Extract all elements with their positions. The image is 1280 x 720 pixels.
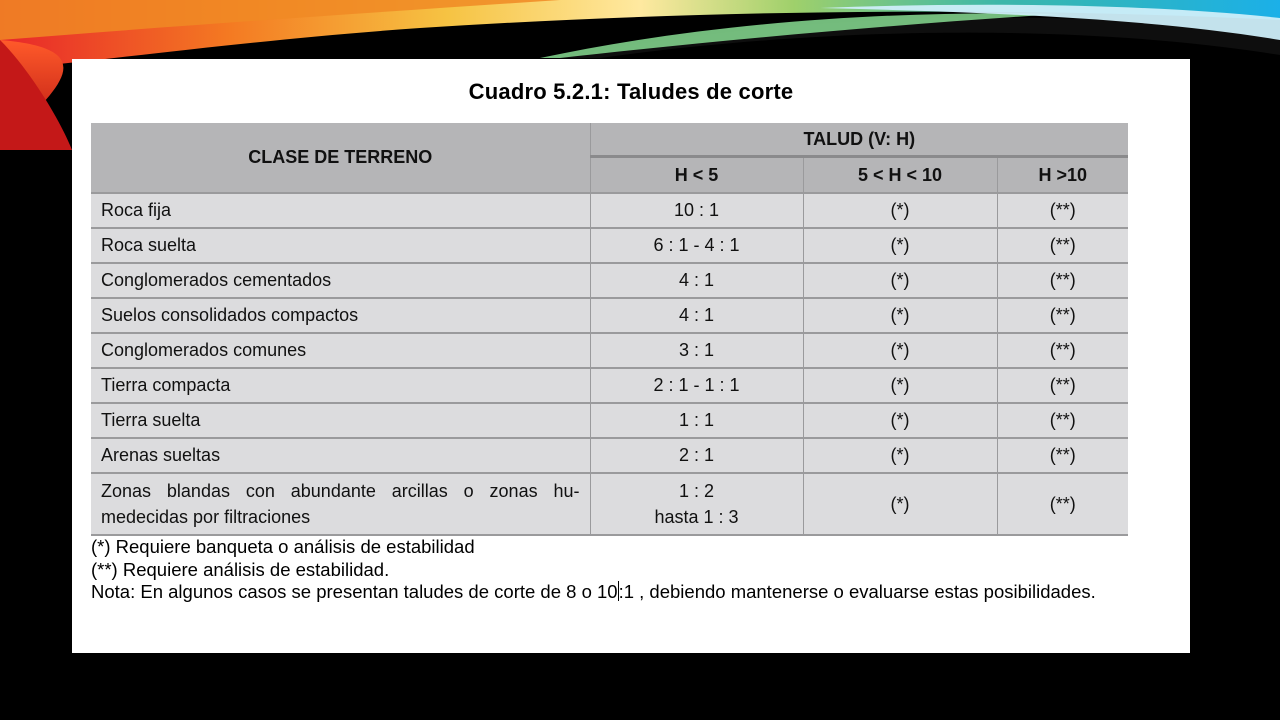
cell-terreno: Roca fija	[91, 193, 590, 228]
table-row	[91, 473, 1128, 535]
table-notes	[91, 536, 1136, 604]
cell-h-mayor-10: (**)	[997, 333, 1128, 368]
cell-h-5-10: (*)	[803, 403, 997, 438]
cell-h-mayor-10: (**)	[997, 298, 1128, 333]
note-general	[91, 581, 1136, 604]
cell-terreno: Zonas blandas con abundante arcillas o zonas hu-medecidas por filtraciones	[91, 473, 590, 535]
cell-h-menor-5: 1 : 1	[590, 403, 803, 438]
header-talud: TALUD (V: H)	[590, 123, 1128, 157]
cell-h-5-10: (*)	[803, 263, 997, 298]
cell-h-menor-5-line1: 1 : 2	[678, 481, 715, 501]
cell-terreno: Conglomerados cementados	[91, 263, 590, 298]
cell-terreno: Suelos consolidados compactos	[91, 298, 590, 333]
cell-terreno: Tierra compacta	[91, 368, 590, 403]
cell-terreno: Arenas sueltas	[91, 438, 590, 473]
cell-h-mayor-10: (**)	[997, 228, 1128, 263]
cell-h-mayor-10: (**)	[997, 193, 1128, 228]
table-header-row	[91, 123, 1128, 157]
table-title: Cuadro 5.2.1: Taludes de corte	[468, 79, 794, 104]
note-asterisk: (*) Requiere banqueta o análisis de estabilidad	[91, 536, 475, 557]
cell-h-5-10: (*)	[803, 193, 997, 228]
note-general-part1: Nota: En algunos casos se presentan taludes de corte de 8 o 10	[91, 581, 618, 602]
cell-h-menor-5: 6 : 1 - 4 : 1	[590, 228, 803, 263]
cell-h-mayor-10: (**)	[997, 438, 1128, 473]
cell-h-5-10: (*)	[803, 333, 997, 368]
subheader-h-menor-5: H < 5	[590, 157, 803, 194]
header-clase-de-terreno: CLASE DE TERRENO	[91, 123, 590, 193]
cell-h-5-10: (*)	[803, 438, 997, 473]
cell-h-5-10: (*)	[803, 228, 997, 263]
cell-h-menor-5: 2 : 1 - 1 : 1	[590, 368, 803, 403]
cell-h-menor-5: 2 : 1	[590, 438, 803, 473]
subheader-h-mayor-10: H >10	[997, 157, 1128, 194]
cell-terreno: Conglomerados comunes	[91, 333, 590, 368]
cell-h-5-10: (*)	[803, 473, 997, 535]
cell-terreno: Roca suelta	[91, 228, 590, 263]
table-row	[91, 438, 1128, 473]
cell-h-menor-5: 10 : 1	[590, 193, 803, 228]
table-row	[91, 193, 1128, 228]
cell-h-mayor-10: (**)	[997, 473, 1128, 535]
cell-h-menor-5: 4 : 1	[590, 263, 803, 298]
taludes-table	[91, 123, 1128, 536]
cell-h-mayor-10: (**)	[997, 263, 1128, 298]
table-row	[91, 228, 1128, 263]
cell-h-mayor-10: (**)	[997, 368, 1128, 403]
table-row	[91, 298, 1128, 333]
cell-h-mayor-10: (**)	[997, 403, 1128, 438]
cell-h-menor-5: 4 : 1	[590, 298, 803, 333]
cell-h-5-10: (*)	[803, 298, 997, 333]
table-row	[91, 403, 1128, 438]
note-general-part2: :1 , debiendo mantenerse o evaluarse estas posibilidades.	[618, 581, 1096, 602]
table-row	[91, 333, 1128, 368]
cell-h-5-10: (*)	[803, 368, 997, 403]
table-row	[91, 263, 1128, 298]
table-row	[91, 368, 1128, 403]
note-double-asterisk: (**) Requiere análisis de estabilidad.	[91, 558, 390, 580]
cell-h-menor-5	[590, 473, 803, 535]
content-panel	[72, 59, 1190, 653]
cell-terreno: Tierra suelta	[91, 403, 590, 438]
cell-h-menor-5-line2: hasta 1 : 3	[654, 507, 739, 527]
cell-h-menor-5: 3 : 1	[590, 333, 803, 368]
subheader-h-5-10: 5 < H < 10	[803, 157, 997, 194]
